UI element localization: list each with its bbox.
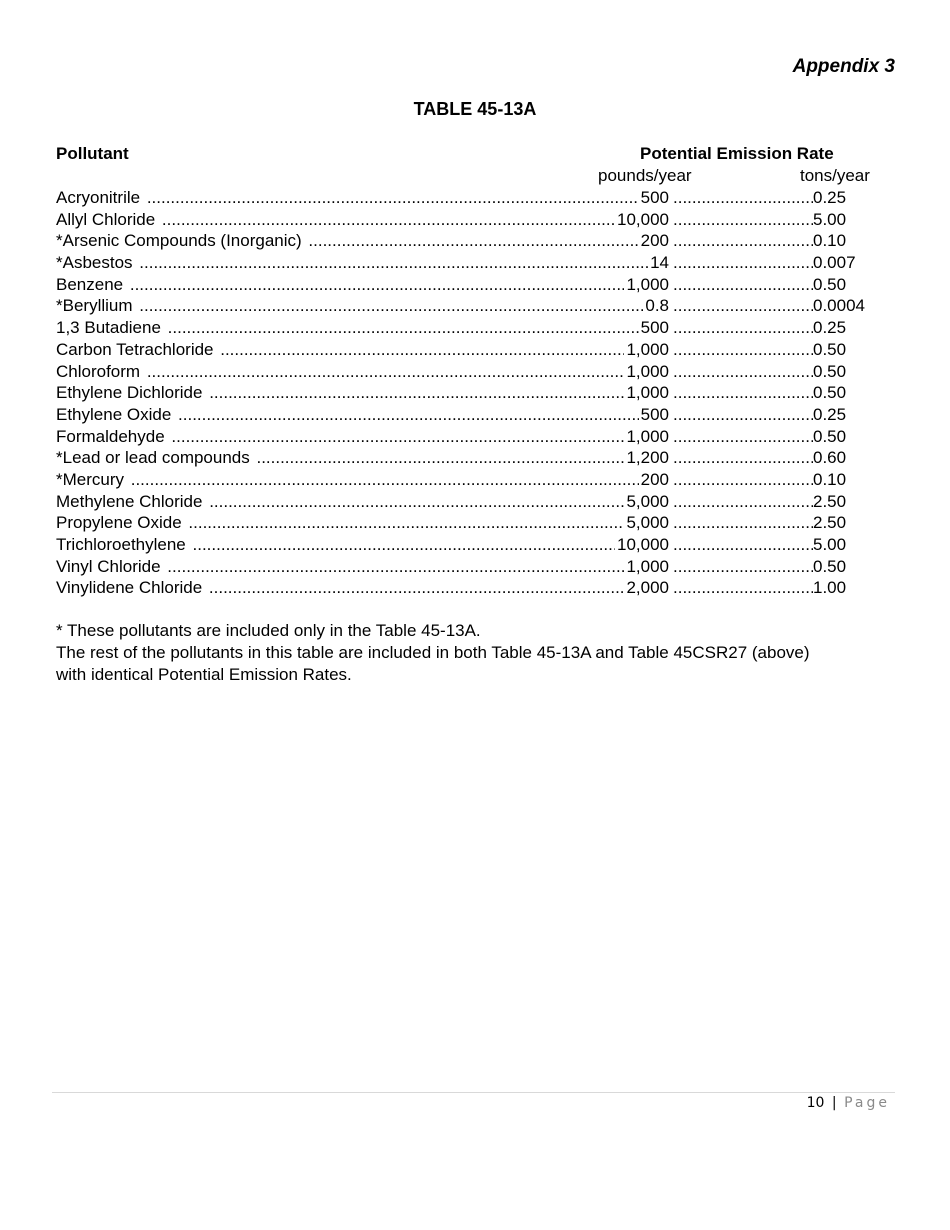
pollutant-name: *Lead or lead compounds bbox=[56, 448, 250, 468]
tons-value: 0.25 bbox=[813, 404, 847, 424]
table-row bbox=[56, 469, 886, 491]
pounds-value: 10,000 bbox=[617, 535, 669, 554]
table-row bbox=[56, 187, 886, 209]
pollutant-name: *Arsenic Compounds (Inorganic) bbox=[56, 231, 302, 251]
column-header-tons-per-year: tons/year bbox=[800, 166, 870, 185]
pounds-value: 5,000 bbox=[626, 513, 669, 533]
table-row bbox=[56, 382, 886, 404]
pounds-value: 500 bbox=[640, 404, 669, 424]
pollutant-name: Vinyl Chloride bbox=[56, 556, 161, 576]
table-row bbox=[56, 295, 886, 317]
tons-value: 2.50 bbox=[813, 513, 847, 533]
tons-value: 0.50 bbox=[813, 361, 847, 381]
table-row bbox=[56, 230, 886, 252]
table-row bbox=[56, 339, 886, 361]
pounds-value: 0.8 bbox=[645, 296, 669, 316]
tons-value: 0.50 bbox=[813, 556, 847, 576]
pounds-value: 1,000 bbox=[626, 274, 669, 294]
table-row bbox=[56, 252, 886, 274]
pollutant-name: Chloroform bbox=[56, 361, 141, 381]
column-header-emission-rate: Potential Emission Rate bbox=[640, 144, 834, 163]
tons-value: 0.50 bbox=[813, 426, 847, 446]
table-row bbox=[56, 534, 886, 556]
column-header-pollutant: Pollutant bbox=[56, 144, 129, 163]
footnotes bbox=[56, 620, 816, 686]
table-row bbox=[56, 491, 886, 513]
pounds-value: 200 bbox=[640, 469, 669, 489]
tons-value: 0.25 bbox=[813, 318, 847, 338]
pounds-value: 1,000 bbox=[626, 426, 669, 446]
pollutant-name: *Beryllium bbox=[56, 296, 133, 316]
tons-value: 0.50 bbox=[813, 383, 847, 403]
page-footer bbox=[807, 1095, 890, 1111]
tons-value: 0.50 bbox=[813, 339, 847, 359]
pollutant-table bbox=[56, 187, 886, 599]
pounds-value: 500 bbox=[640, 188, 669, 207]
pollutant-name: Ethylene Oxide bbox=[56, 404, 172, 424]
pollutant-name: 1,3 Butadiene bbox=[56, 318, 161, 338]
tons-value: 2.50 bbox=[813, 491, 847, 511]
appendix-label: Appendix 3 bbox=[792, 56, 895, 77]
pounds-value: 1,000 bbox=[626, 361, 669, 381]
pounds-value: 1,000 bbox=[626, 383, 669, 403]
tons-value: 0.60 bbox=[813, 448, 847, 468]
tons-value: 0.007 bbox=[813, 253, 856, 273]
pollutant-name: Benzene bbox=[56, 274, 124, 294]
table-row bbox=[56, 404, 886, 426]
table-row bbox=[56, 577, 886, 599]
page-label: Page bbox=[844, 1095, 890, 1111]
pounds-value: 14 bbox=[650, 253, 669, 273]
tons-value: 0.10 bbox=[813, 231, 847, 251]
pounds-value: 2,000 bbox=[626, 578, 669, 598]
pollutant-name: Formaldehyde bbox=[56, 426, 165, 446]
pollutant-name: Vinylidene Chloride bbox=[56, 578, 203, 598]
pounds-value: 200 bbox=[640, 231, 669, 251]
pollutant-name: Ethylene Dichloride bbox=[56, 383, 203, 403]
tons-value: 0.10 bbox=[813, 469, 847, 489]
pollutant-name: Carbon Tetrachloride bbox=[56, 339, 214, 359]
pounds-value: 1,000 bbox=[626, 556, 669, 576]
table-row bbox=[56, 317, 886, 339]
page-number: 10 bbox=[806, 1095, 825, 1111]
pollutant-name: Trichloroethylene bbox=[56, 535, 186, 554]
pollutant-name: *Mercury bbox=[56, 469, 125, 489]
table-row bbox=[56, 274, 886, 296]
table-row bbox=[56, 556, 886, 578]
footnote-rest: The rest of the pollutants in this table are included in both Table 45-13A and Table 45CSR27 (above) with identical Potential Emission Rates. bbox=[56, 643, 810, 684]
pollutant-name: *Asbestos bbox=[56, 253, 133, 273]
pounds-value: 5,000 bbox=[626, 491, 669, 511]
table-row bbox=[56, 512, 886, 534]
tons-value: 1.00 bbox=[813, 578, 847, 598]
footnote-asterisk: * These pollutants are included only in the Table 45-13A. bbox=[56, 621, 481, 640]
pounds-value: 1,200 bbox=[626, 448, 669, 468]
footer-separator: | bbox=[831, 1095, 837, 1111]
pounds-value: 1,000 bbox=[626, 339, 669, 359]
pollutant-name: Propylene Oxide bbox=[56, 513, 182, 533]
tons-value: 0.25 bbox=[813, 188, 847, 207]
footer-divider bbox=[52, 1092, 895, 1093]
pollutant-name: Allyl Chloride bbox=[56, 209, 156, 229]
pollutant-name: Methylene Chloride bbox=[56, 491, 203, 511]
table-title: TABLE 45-13A bbox=[413, 99, 537, 119]
tons-value: 5.00 bbox=[813, 535, 847, 554]
pounds-value: 10,000 bbox=[617, 209, 669, 229]
table-row bbox=[56, 209, 886, 231]
column-header-pounds-per-year: pounds/year bbox=[598, 166, 692, 185]
pollutant-name: Acryonitrile bbox=[56, 188, 141, 207]
table-row bbox=[56, 426, 886, 448]
tons-value: 0.50 bbox=[813, 274, 847, 294]
tons-value: 0.0004 bbox=[813, 296, 865, 316]
pounds-value: 500 bbox=[640, 318, 669, 338]
table-row bbox=[56, 361, 886, 383]
tons-value: 5.00 bbox=[813, 209, 847, 229]
table-row bbox=[56, 447, 886, 469]
